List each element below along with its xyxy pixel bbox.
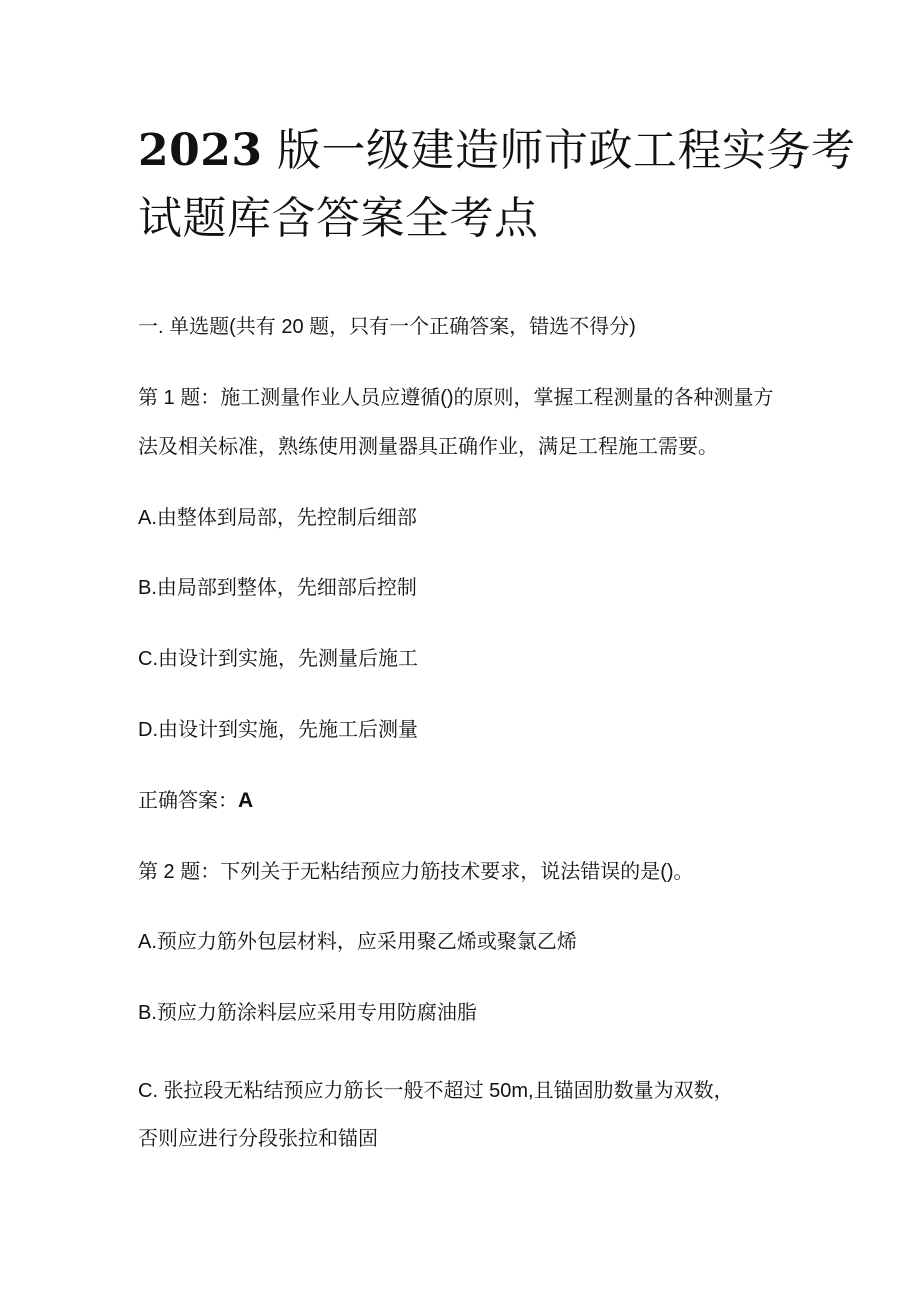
question-2-option-c-line-2: 否则应进行分段张拉和锚固	[138, 1128, 378, 1150]
answer-value: A	[238, 789, 254, 812]
question-2-option-a: A.预应力筋外包层材料，应采用聚乙烯或聚氯乙烯	[138, 931, 577, 953]
question-1-answer	[138, 788, 253, 814]
question-1-option-c: C.由设计到实施，先测量后施工	[138, 648, 418, 670]
question-1-stem-line-2: 法及相关标准，熟练使用测量器具正确作业，满足工程施工需要。	[138, 436, 718, 458]
question-2-option-c-line-1: C. 张拉段无粘结预应力筋长一般不超过 50m,且锚固肋数量为双数，	[138, 1080, 734, 1102]
question-1-option-b: B.由局部到整体，先细部后控制	[138, 577, 417, 599]
document-title-line-2: 试题库含答案全考点	[138, 193, 539, 244]
title-text: 版一级建造师市政工程实务考	[262, 125, 856, 176]
document-title-line-1	[138, 126, 855, 176]
question-1-option-a: A.由整体到局部，先控制后细部	[138, 507, 417, 529]
question-1-stem-line-1: 第 1 题：施工测量作业人员应遵循()的原则，掌握工程测量的各种测量方	[138, 387, 774, 409]
question-2-stem-line-1: 第 2 题：下列关于无粘结预应力筋技术要求，说法错误的是()。	[138, 861, 694, 883]
answer-label: 正确答案：	[138, 790, 238, 812]
question-1-option-d: D.由设计到实施，先施工后测量	[138, 719, 418, 741]
question-2-option-b: B.预应力筋涂料层应采用专用防腐油脂	[138, 1002, 477, 1024]
title-year: 2023	[138, 125, 263, 176]
section-header: 一. 单选题(共有 20 题，只有一个正确答案，错选不得分)	[138, 316, 636, 338]
